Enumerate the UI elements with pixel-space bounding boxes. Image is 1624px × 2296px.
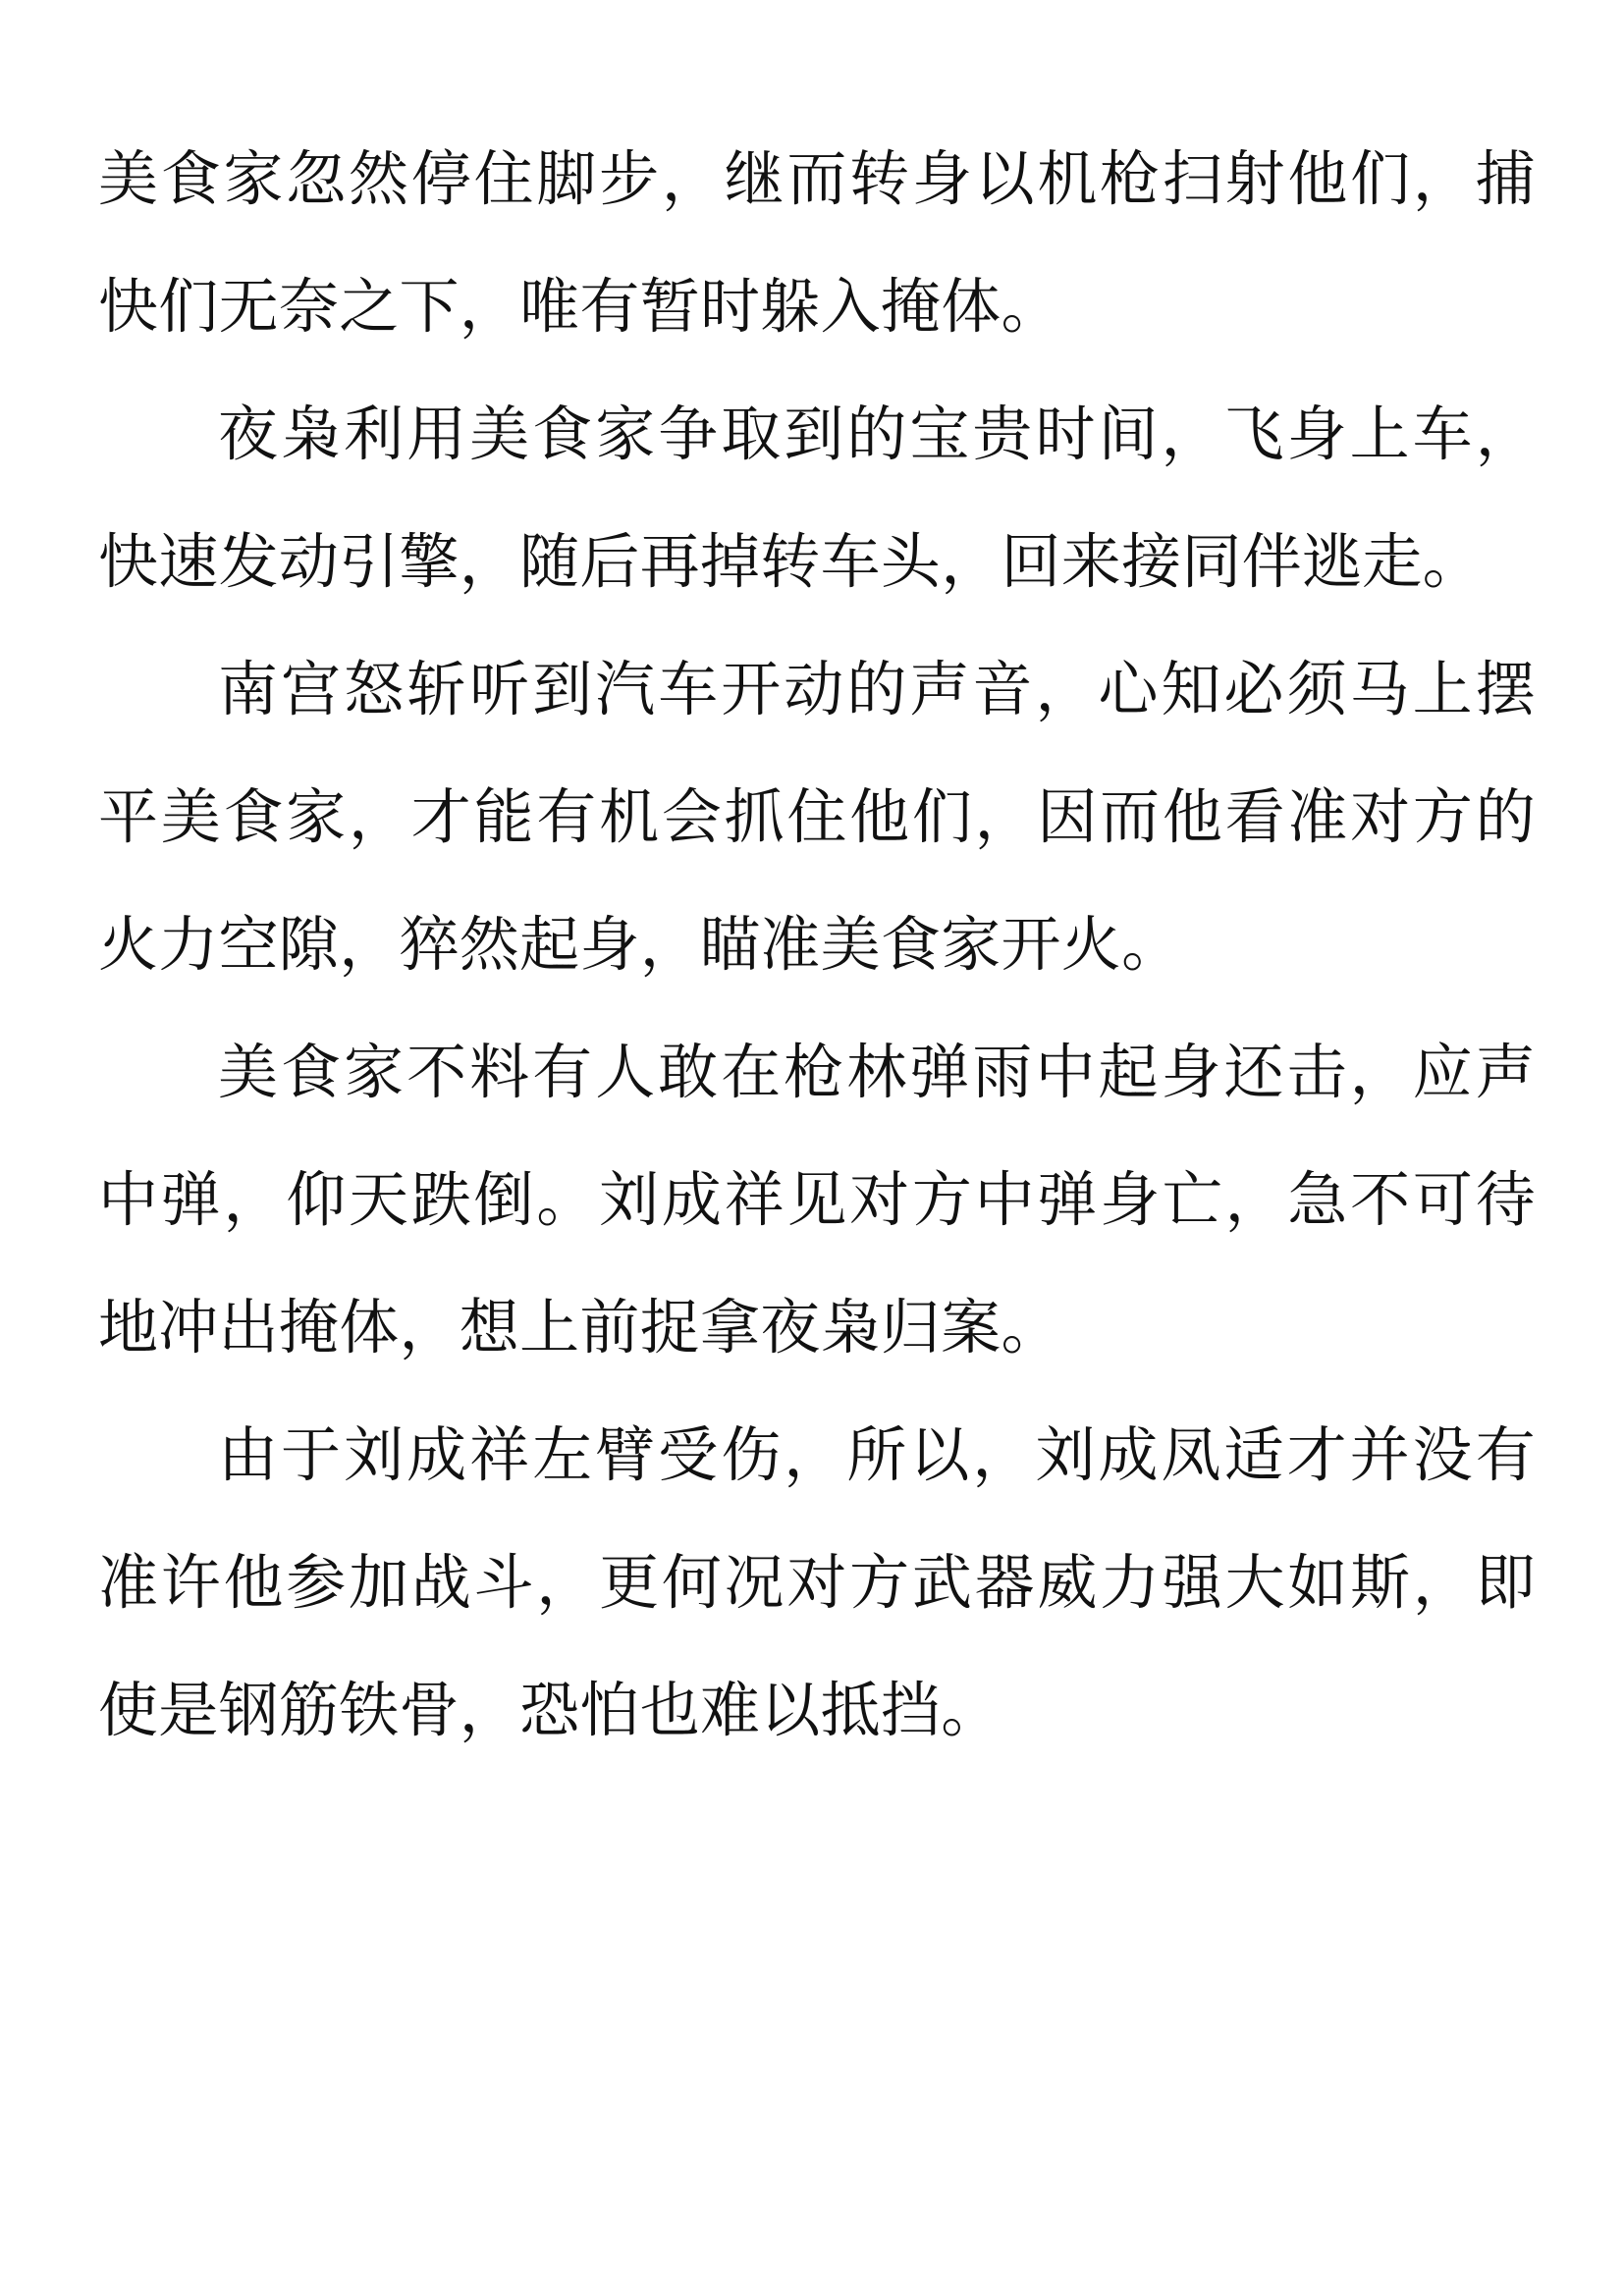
paragraph-1: 美食家忽然停住脚步，继而转身以机枪扫射他们，捕快们无奈之下，唯有暂时躲入掩体。 xyxy=(98,144,1536,342)
paragraph-2: 夜枭利用美食家争取到的宝贵时间，飞身上车，快速发动引擎，随后再掉转车头，回来接同伴逃走。 xyxy=(98,400,1536,597)
paragraph-5: 由于刘成祥左臂受伤，所以，刘成凤适才并没有准许他参加战斗，更何况对方武器威力强大如斯，即使是钢筋铁骨，恐怕也难以抵挡。 xyxy=(98,1420,1536,1745)
document-body xyxy=(98,116,1536,1775)
paragraph-4: 美食家不料有人敢在枪林弹雨中起身还击，应声中弹，仰天跌倒。刘成祥见对方中弹身亡，急不可待地冲出掩体，想上前捉拿夜枭归案。 xyxy=(98,1038,1536,1362)
paragraph-3: 南宫怒斩听到汽车开动的声音，心知必须马上摆平美食家，才能有机会抓住他们，因而他看准对方的火力空隙，猝然起身，瞄准美食家开火。 xyxy=(98,655,1536,980)
